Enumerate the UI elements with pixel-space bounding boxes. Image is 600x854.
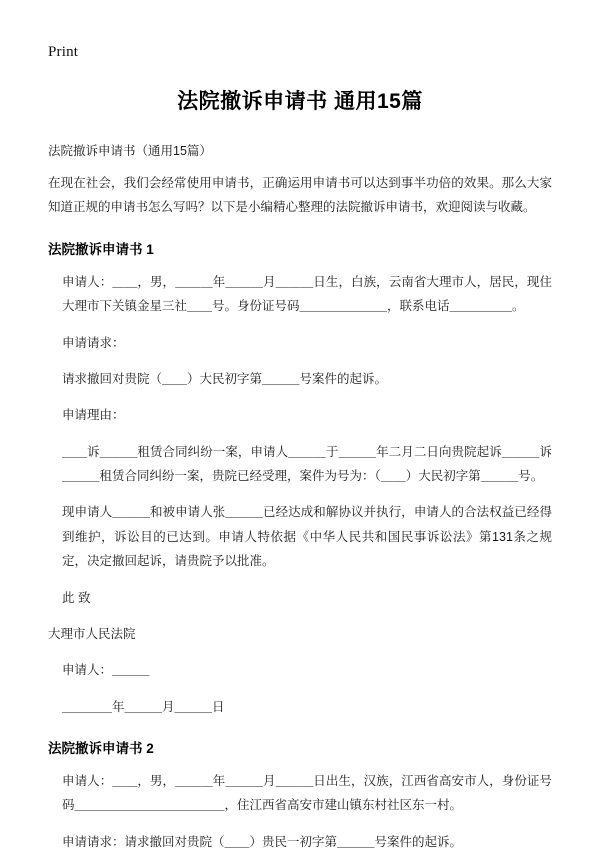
section-1-paragraph-9: 申请人：＿＿＿ bbox=[62, 663, 150, 678]
section-1-paragraph-4: 申请理由： bbox=[62, 408, 125, 423]
section-1-paragraph-8: 大理市人民法院 bbox=[48, 626, 136, 641]
document-intro: 在现在社会，我们会经常使用申请书，正确运用申请书可以达到事半功倍的效果。那么大家知道正规的申请书怎么写吗？以下是小编精心整理的法院撤诉申请书，欢迎阅读与收藏。 bbox=[48, 176, 552, 215]
document-subtitle: 法院撤诉申请书（通用15篇） bbox=[48, 144, 212, 158]
page-title: 法院撤诉申请书 通用15篇 bbox=[177, 90, 423, 113]
section-1-paragraph-10: ＿＿＿＿年＿＿＿月＿＿＿日 bbox=[62, 699, 225, 714]
section-1-paragraph-6: 现申请人＿＿＿和被申请人张＿＿＿已经达成和解协议并执行，申请人的合法权益已经得到维护，诉讼目的已达到。申请人特依据《中华人民共和国民事诉讼法》第131条之规定，决定撤回起诉，请贵院予以批准。 bbox=[62, 505, 552, 569]
section-heading-2: 法院撤诉申请书 2 bbox=[48, 741, 154, 756]
section-1-paragraph-2: 申请请求： bbox=[62, 335, 125, 350]
section-2-paragraph-1: 申请人：＿＿，男，＿＿＿年＿＿＿月＿＿＿日出生，汉族，江西省高安市人，身份证号码＿＿＿＿＿＿＿＿＿＿＿＿，住江西省高安市建山镇东村社区东一村。 bbox=[62, 774, 552, 813]
section-1-paragraph-3: 请求撤回对贵院（＿＿）大民初字第＿＿＿号案件的起诉。 bbox=[62, 371, 388, 386]
section-1-paragraph-1: 申请人：＿＿，男，＿＿＿年＿＿＿月＿＿＿日生，白族，云南省大理市人，居民，现住大理市下关镇金星三社＿＿号。身份证号码＿＿＿＿＿＿＿，联系电话＿＿＿＿＿。 bbox=[62, 274, 552, 314]
section-1-paragraph-7: 此 致 bbox=[62, 590, 91, 605]
section-heading-1: 法院撤诉申请书 1 bbox=[48, 241, 154, 257]
section-1-paragraph-5: ＿＿诉＿＿＿租赁合同纠纷一案，申请人＿＿＿于＿＿＿年二月二日向贵院起诉＿＿＿诉＿＿＿租赁合同纠纷一案，贵院已经受理，案件为号为：（＿＿）大民初字第＿＿＿号。 bbox=[62, 444, 552, 483]
print-label[interactable]: Print bbox=[48, 44, 79, 60]
section-2-paragraph-2: 申请请求：请求撤回对贵院（＿＿）贵民一初字第＿＿＿号案件的起诉。 bbox=[62, 834, 463, 849]
